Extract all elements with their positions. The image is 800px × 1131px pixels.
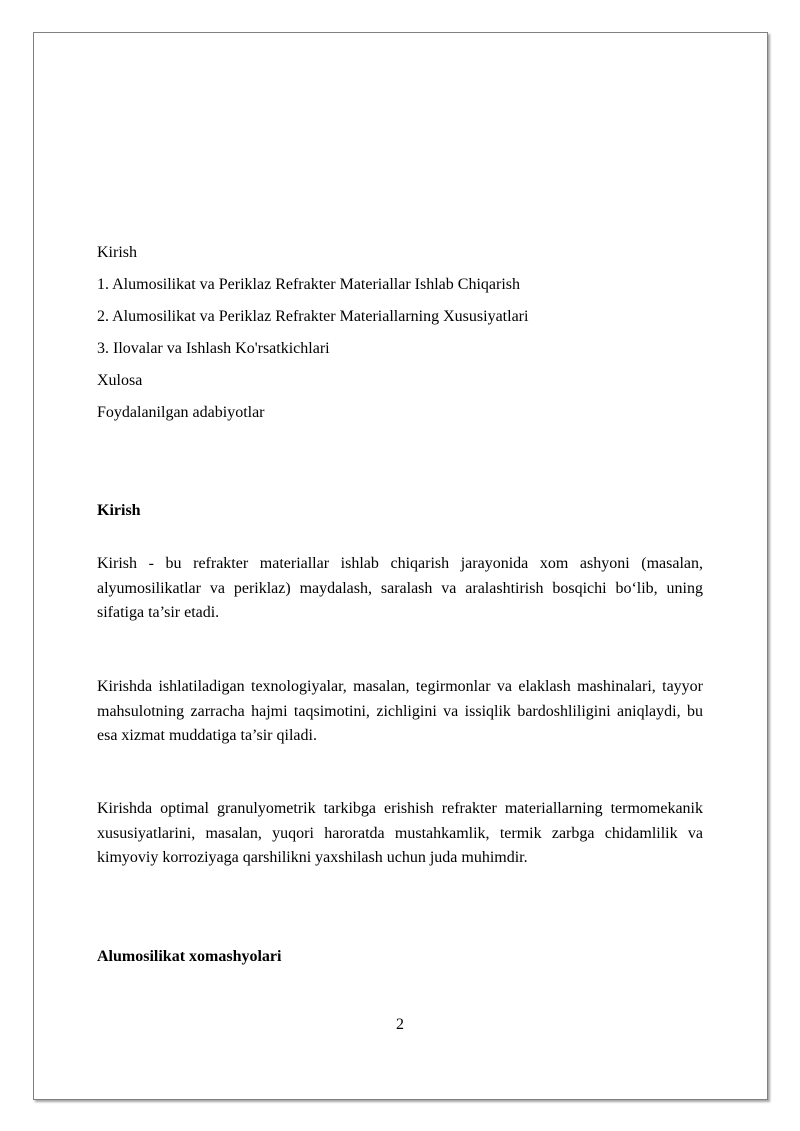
toc-item-production: 1. Alumosilikat va Periklaz Refrakter Materiallar Ishlab Chiqarish <box>97 276 520 293</box>
toc-item-conclusion: Xulosa <box>97 372 143 389</box>
page-number: 2 <box>396 1016 404 1033</box>
paragraph-intro-3: Kirishda optimal granulyometrik tarkibga erishish refrakter materiallarning termomekanik xususiyatlarini, masalan, yuqori haroratda mustahkamlik, termik zarbga chidamlilik va kimyoviy korroziyaga qarshilikni yaxshilash uchun juda muhimdir. <box>97 800 703 866</box>
paragraph-intro-1: Kirish - bu refrakter materiallar ishlab chiqarish jarayonida xom ashyoni (masalan, alyumosilikatlar va periklaz) maydalash, saralash va aralashtirish bosqichi bo‘lib, uning sifatiga ta’sir etadi. <box>97 555 703 621</box>
toc-item-applications: 3. Ilovalar va Ishlash Ko'rsatkichlari <box>97 340 330 357</box>
toc-item-intro: Kirish <box>97 244 137 261</box>
section-heading-intro: Kirish <box>97 502 141 519</box>
table-of-contents <box>97 243 707 435</box>
toc-item-references: Foydalanilgan adabiyotlar <box>97 404 265 421</box>
toc-item-properties: 2. Alumosilikat va Periklaz Refrakter Materiallarning Xususiyatlari <box>97 308 529 325</box>
paragraph-intro-2: Kirishda ishlatiladigan texnologiyalar, masalan, tegirmonlar va elaklash mashinalari, tayyor mahsulotning zarracha hajmi taqsimotini, zichligini va issiqlik bardoshliligini aniqlaydi, bu esa xizmat muddatiga ta’sir qiladi. <box>97 678 703 744</box>
section-heading-raw-materials: Alumosilikat xomashyolari <box>97 948 282 965</box>
